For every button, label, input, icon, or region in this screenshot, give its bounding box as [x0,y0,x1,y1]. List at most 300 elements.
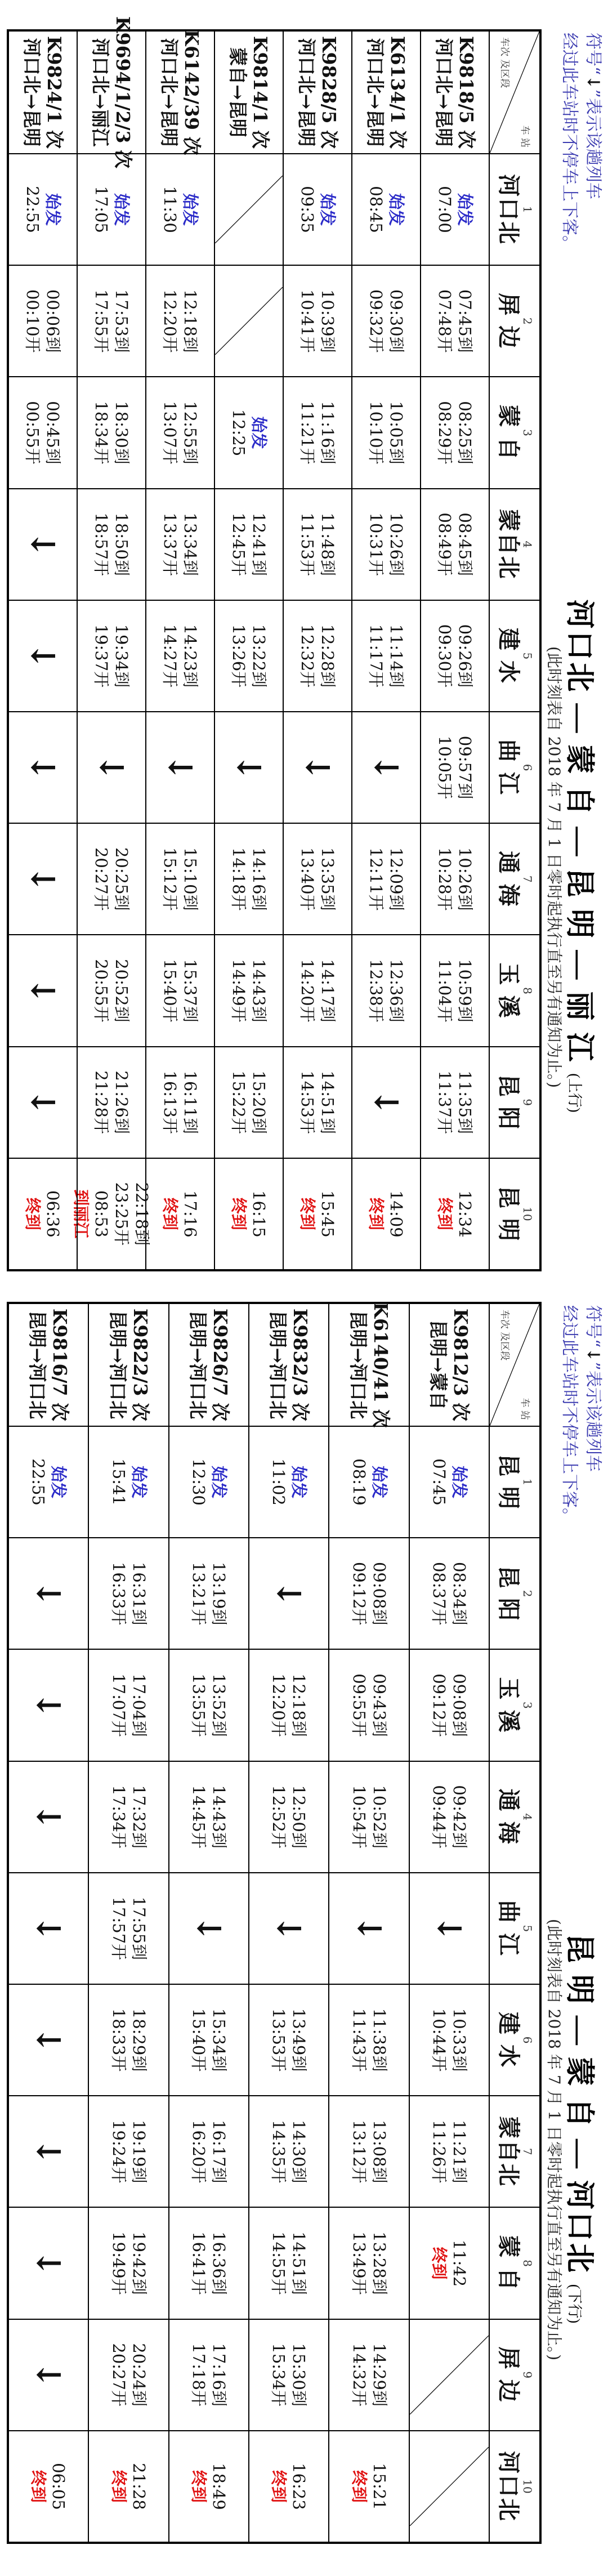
time-cell [169,2430,248,2542]
arrival-time: 08:34到 [449,1561,469,1626]
pass-through-cell [146,711,214,823]
arrival-time: 12:50到 [289,1785,309,1849]
station-number: 6 [521,2036,534,2044]
station-header-cell [490,600,539,711]
origin-label: 始发 [43,193,62,226]
time-cell [329,2319,408,2430]
departure-time: 13:07开 [160,401,180,465]
time-cell [249,1984,328,2095]
symbol-legend [554,1305,605,1699]
station-header-cell [490,1158,539,1269]
departure-time: 14:35开 [269,2119,289,2184]
time-cell [146,376,214,488]
departure-time: 17:55开 [92,289,111,353]
time-cell [89,2207,168,2318]
station-number: 8 [521,987,534,994]
departure-time: 11:17开 [366,624,386,688]
train-route: 河口北→昆明 [364,38,386,147]
train-route: 昆明→蒙自 [427,1320,449,1410]
time-cell [215,1046,283,1158]
station-number: 2 [521,317,534,325]
arrival-time: 14:51到 [318,1070,337,1134]
down-subtitle: (此时刻表自 2018 年 7 月 1 日零时起执行直至另有通知为止。) [545,1918,564,2361]
train-number: K9694/1/2/3 次 [112,16,134,169]
terminal-label: 终到 [435,1197,454,1230]
arrival-time: 06:36 [43,1190,62,1238]
arrival-time: 07:45到 [455,289,475,353]
pass-through-cell [9,711,77,823]
time-cell [249,1426,328,1537]
arrival-time: 16:15 [249,1190,269,1238]
time-cell [146,1046,214,1158]
time-cell [249,2207,328,2318]
pass-through-arrow-icon: ↓ [350,1914,388,1943]
arrival-time: 16:23 [289,2463,309,2510]
departure-time: 13:53开 [269,2008,289,2072]
arrival-time: 11:16到 [318,401,337,465]
pass-through-cell [410,1872,489,1984]
arrival-time: 16:17到 [209,2119,229,2184]
time-cell [9,376,77,488]
train-id-cell [9,32,77,153]
pass-through-arrow-icon: ↓ [189,1914,228,1943]
departure-time: 09:55开 [349,1673,369,1737]
arrival-time: 23:25开 [112,1182,131,1246]
time-cell [146,823,214,934]
time-cell [410,1984,489,2095]
time-cell [169,1426,248,1537]
train-row [284,32,352,1269]
terminal-label: 终到 [366,1197,386,1230]
origin-label: 始发 [455,193,475,226]
time-cell [352,488,420,600]
pass-through-cell [169,1872,248,1984]
time-cell [169,2319,248,2430]
arrival-time: 17:55到 [129,1896,149,1961]
time-cell [78,934,145,1046]
departure-time: 13:55开 [189,1673,208,1737]
arrival-time: 10:52到 [369,1785,389,1849]
arrival-time: 09:42到 [449,1785,469,1849]
time-cell [352,1158,420,1269]
train-route: 河口北→昆明 [296,38,318,147]
header-corner-cell [490,32,539,153]
pass-through-arrow-icon: ↓ [29,2361,68,2389]
station-header-cell [490,376,539,488]
terminal-label: 终到 [229,1197,248,1230]
pass-through-cell [352,1046,420,1158]
time-cell [89,2095,168,2207]
arrival-time: 00:06到 [43,289,62,353]
symbol-legend-2 [554,33,605,427]
down-title-text: 昆 明 — 蒙 自 — 河口北 [563,1933,595,2275]
train-id-cell [421,32,489,153]
origin-label: 始发 [318,193,337,226]
departure-time: 21:28开 [92,1070,111,1134]
no-service-diagonal [410,2336,489,2414]
time-cell [284,265,351,376]
legend-suffix: ”表示该趟列车 [583,1361,603,1472]
departure-time: 10:54开 [349,1785,369,1849]
pass-through-arrow-icon: ↓ [367,1088,405,1116]
pass-through-cell [9,1537,88,1649]
corner-label-train: 车次 及区段 [499,37,510,88]
arrival-time: 14:17到 [318,959,337,1023]
arrival-time: 12:55到 [181,401,200,465]
arrival-time: 08:25到 [455,401,475,465]
legend-line-1 [581,33,605,427]
pass-through-arrow-icon: ↓ [29,1691,68,1719]
up-title-text: 河口北 — 蒙 自 — 昆 明 — 丽 江 [563,599,595,1064]
station-number: 6 [521,764,534,771]
arrival-time: 13:34到 [181,512,200,576]
train-number: K9832/3 次 [289,1308,312,1422]
departure-time: 14:32开 [349,2343,369,2407]
departure-time: 20:27开 [109,2343,128,2407]
time-cell [352,600,420,711]
time-cell [146,600,214,711]
departure-time: 07:00 [435,186,454,233]
arrival-time: 13:22到 [249,624,269,688]
train-row [89,1304,169,2542]
time-cell [410,1537,489,1649]
time-cell [146,153,214,265]
departure-time: 14:45开 [189,1785,208,1849]
train-number: K6142/39 次 [181,29,203,155]
time-cell [78,1046,145,1158]
train-row [71,16,151,1269]
arrival-time: 10:33到 [449,2008,469,2072]
train-number: K9824/1 次 [43,35,65,149]
station-name: 通 海 [495,1788,522,1845]
station-name: 昆 明 [495,1185,522,1242]
arrival-time: 13:49到 [289,2008,309,2072]
time-cell [421,600,489,711]
departure-time: 16:20开 [189,2119,208,2184]
station-name: 曲 江 [495,739,522,796]
train-number: K9814/1 次 [249,35,271,149]
arrival-time: 11:35到 [455,1070,475,1134]
departure-time: 18:33开 [109,2008,128,2072]
time-cell [146,265,214,376]
train-route: 蒙自→昆明 [227,47,249,137]
station-header-cell [490,2207,539,2318]
down-timetable-panel [0,1295,608,2551]
arrival-time: 15:10到 [181,847,200,911]
time-cell [352,934,420,1046]
station-header-cell [490,1046,539,1158]
arrival-time: 14:23到 [181,624,200,688]
time-cell [78,488,145,600]
departure-time: 12:32开 [298,624,317,688]
time-cell [410,1649,489,1760]
train-id-cell [89,1304,168,1426]
arrival-time: 16:11到 [181,1070,200,1134]
train-route: 昆明→河口北 [106,1310,129,1419]
train-id-cell [169,1304,248,1426]
pass-through-cell [9,2319,88,2430]
departure-time: 19:37开 [92,624,111,688]
terminal-label: 终到 [160,1197,180,1230]
departure-time: 16:33开 [109,1561,128,1626]
station-number: 8 [521,2260,534,2267]
no-service-diagonal [410,2447,489,2526]
station-name: 蒙 自 [495,404,522,461]
departure-time: 10:05开 [435,735,454,800]
time-cell [78,600,145,711]
time-cell [421,823,489,934]
time-cell [410,2207,489,2318]
station-number: 5 [521,652,534,660]
departure-time: 18:57开 [92,512,111,576]
train-route: 河口北→昆明 [433,38,455,147]
pass-through-cell [9,1984,88,2095]
station-name: 河口北 [495,174,522,245]
arrival-time: 00:45到 [43,401,62,465]
time-cell [352,376,420,488]
station-number: 1 [521,206,534,213]
station-name: 建 水 [495,627,522,684]
departure-time: 10:44开 [429,2008,449,2072]
train-row [410,1304,490,2542]
train-number: K9826/7 次 [209,1308,231,1422]
arrival-time: 20:52到 [112,959,131,1023]
no-service-diagonal [215,176,283,243]
time-cell [421,934,489,1046]
departure-time: 17:57开 [109,1896,128,1961]
time-cell [421,153,489,265]
down-title-note: (下行) [566,2284,583,2324]
station-header-cell [490,265,539,376]
time-cell [284,600,351,711]
departure-time: 12:20开 [160,289,180,353]
station-number: 1 [521,1478,534,1486]
time-cell [329,2207,408,2318]
train-row [215,32,284,1269]
pass-through-arrow-icon: ↓ [24,1088,62,1116]
departure-time: 00:55开 [23,401,42,465]
station-name: 河口北 [495,2450,522,2522]
departure-time: 13:40开 [298,847,317,911]
arrival-time: 19:19到 [129,2119,149,2184]
arrival-time: 08:53 [92,1190,111,1238]
arrival-time: 13:35到 [318,847,337,911]
time-cell [421,1046,489,1158]
arrival-time: 18:49 [209,2463,229,2510]
train-number: K6140/41 次 [369,1302,392,1428]
up-subtitle: (此时刻表自 2018 年 7 月 1 日零时起执行直至另有通知为止。) [545,646,564,1088]
departure-time: 19:24开 [109,2119,128,2184]
origin-label: 始发 [289,1466,309,1499]
up-title [563,439,603,1273]
time-cell [146,488,214,600]
pass-through-arrow-icon: ↓ [230,753,268,782]
train-id-cell [146,29,214,155]
legend-line-2: 经过此车站时不停车上下客。 [560,33,579,252]
arrival-time: 12:09到 [387,847,406,911]
time-cell [9,1158,77,1269]
arrival-time: 17:16到 [209,2343,229,2407]
arrival-time: 15:21 [369,2463,389,2510]
time-cell [9,2430,88,2542]
station-name: 昆 阳 [495,1074,522,1131]
pass-through-cell [9,1046,77,1158]
time-cell [284,1046,351,1158]
arrival-time: 09:30到 [387,289,406,353]
pass-through-cell [9,2095,88,2207]
arrival-time: 14:43到 [249,959,269,1023]
arrival-time: 14:09 [387,1190,406,1238]
time-cell [215,488,283,600]
station-header-cell [490,1761,539,1872]
station-name: 昆 阳 [495,1565,522,1622]
departure-time: 16:41开 [189,2231,208,2295]
origin-label: 始发 [209,1466,229,1499]
departure-time: 22:55 [23,186,42,233]
arrival-time: 18:30到 [112,401,131,465]
train-id-cell [9,1304,88,1426]
train-id-cell [78,16,145,169]
pass-through-arrow-icon: ↓ [29,2137,68,2166]
arrival-time: 13:28到 [369,2231,389,2295]
arrival-time: 17:16 [181,1190,200,1238]
terminal-label: 终到 [23,1197,42,1230]
origin-label: 始发 [387,193,406,226]
departure-time: 12:45开 [229,512,248,576]
pass-through-arrow-icon: ↓ [24,865,62,893]
departure-time: 12:38开 [366,959,386,1023]
departure-time: 10:31开 [366,512,386,576]
time-cell [89,2430,168,2542]
train-row [146,29,215,1269]
time-cell [249,1649,328,1760]
time-cell [215,1158,283,1269]
time-cell [410,2095,489,2207]
pass-through-arrow-icon: ↓ [24,977,62,1004]
legend-line-2: 经过此车站时不停车上下客。 [560,1305,579,1525]
arrival-time: 09:26到 [455,624,475,688]
header-row [490,32,539,1269]
up-timetable-panel [0,16,608,1278]
legend-suffix: ”表示该趟列车 [583,89,603,199]
departure-time: 09:12开 [429,1673,449,1737]
origin-label: 始发 [112,193,131,226]
station-name: 蒙自北 [495,508,522,580]
pass-through-cell [9,600,77,711]
departure-time: 11:26开 [429,2119,449,2184]
station-name: 蒙自北 [495,2116,522,2187]
station-number: 5 [521,1925,534,1932]
departure-time: 10:41开 [298,289,317,353]
train-route: 河口北→昆明 [21,38,43,147]
corner-label-station: 车 站 [519,1398,530,1420]
arrival-time: 18:50到 [112,512,131,576]
arrival-time: 14:43到 [209,1785,229,1849]
departure-time: 12:52开 [269,1785,289,1849]
time-cell [9,153,77,265]
time-cell [78,265,145,376]
departure-time: 09:12开 [349,1561,369,1626]
departure-time: 17:34开 [109,1785,128,1849]
station-number: 7 [521,875,534,883]
station-name: 玉 溪 [495,1677,522,1734]
time-cell [78,376,145,488]
down-timetable-grid [7,1302,542,2544]
time-cell [284,153,351,265]
time-cell [284,1158,351,1269]
pass-through-arrow-icon: ↓ [92,753,131,782]
legend-prefix: 符号“ [583,33,603,75]
arrival-time: 17:32到 [129,1785,149,1849]
terminal-label: 终到 [269,2470,289,2503]
origin-label: 始发 [369,1466,389,1499]
arrival-time: 14:16到 [249,847,269,911]
arrival-time: 19:42到 [129,2231,149,2295]
time-cell [215,376,283,488]
time-cell [169,1984,248,2095]
terminal-label: 终到 [298,1197,317,1230]
pass-through-cell [9,1761,88,1872]
pass-through-arrow-icon: ↓ [24,753,62,782]
station-name: 通 海 [495,851,522,908]
pass-through-cell [249,1537,328,1649]
departure-time: 14:53开 [298,1070,317,1134]
arrival-time: 15:30到 [289,2343,309,2407]
time-cell [215,823,283,934]
departure-time: 16:13开 [160,1070,180,1134]
legend-prefix: 符号“ [583,1305,603,1348]
pass-through-cell [9,2207,88,2318]
legend-line-1 [581,1305,605,1699]
station-header-cell [490,2319,539,2430]
arrival-time: 12:36到 [387,959,406,1023]
departure-time: 15:40开 [189,2008,208,2072]
pass-through-cell [9,1649,88,1760]
time-cell [146,1158,214,1269]
train-id-cell [284,32,351,153]
pass-through-arrow-icon: ↓ [29,2249,68,2277]
station-header-cell [490,823,539,934]
pass-through-cell [215,711,283,823]
train-route: 昆明→河口北 [26,1310,49,1419]
train-row [9,1304,89,2542]
station-header-cell [490,488,539,600]
departure-time: 15:41 [109,1458,128,1506]
station-header-cell [490,153,539,265]
departure-time: 17:05 [92,186,111,233]
time-cell [421,376,489,488]
terminal-label: 终到 [189,2470,208,2503]
departure-time: 12:11开 [366,847,386,911]
departure-time: 13:12开 [349,2119,369,2184]
station-name: 昆 明 [495,1454,522,1511]
time-cell [169,1761,248,1872]
terminal-label: 终到 [29,2470,48,2503]
pass-through-arrow-icon: ↓ [367,753,405,782]
departure-time: 09:30开 [435,624,454,688]
train-number: K9822/3 次 [129,1308,151,1422]
pass-through-arrow-icon: ↓ [29,1579,68,1608]
time-cell [249,2319,328,2430]
departure-time: 15:12开 [160,847,180,911]
departure-time: 20:55开 [92,959,111,1023]
time-cell [89,1984,168,2095]
departure-time: 12:25 [229,409,248,457]
down-title [563,1712,603,2545]
time-cell [249,1761,328,1872]
station-header-cell [490,2430,539,2542]
station-number: 2 [521,1590,534,1597]
